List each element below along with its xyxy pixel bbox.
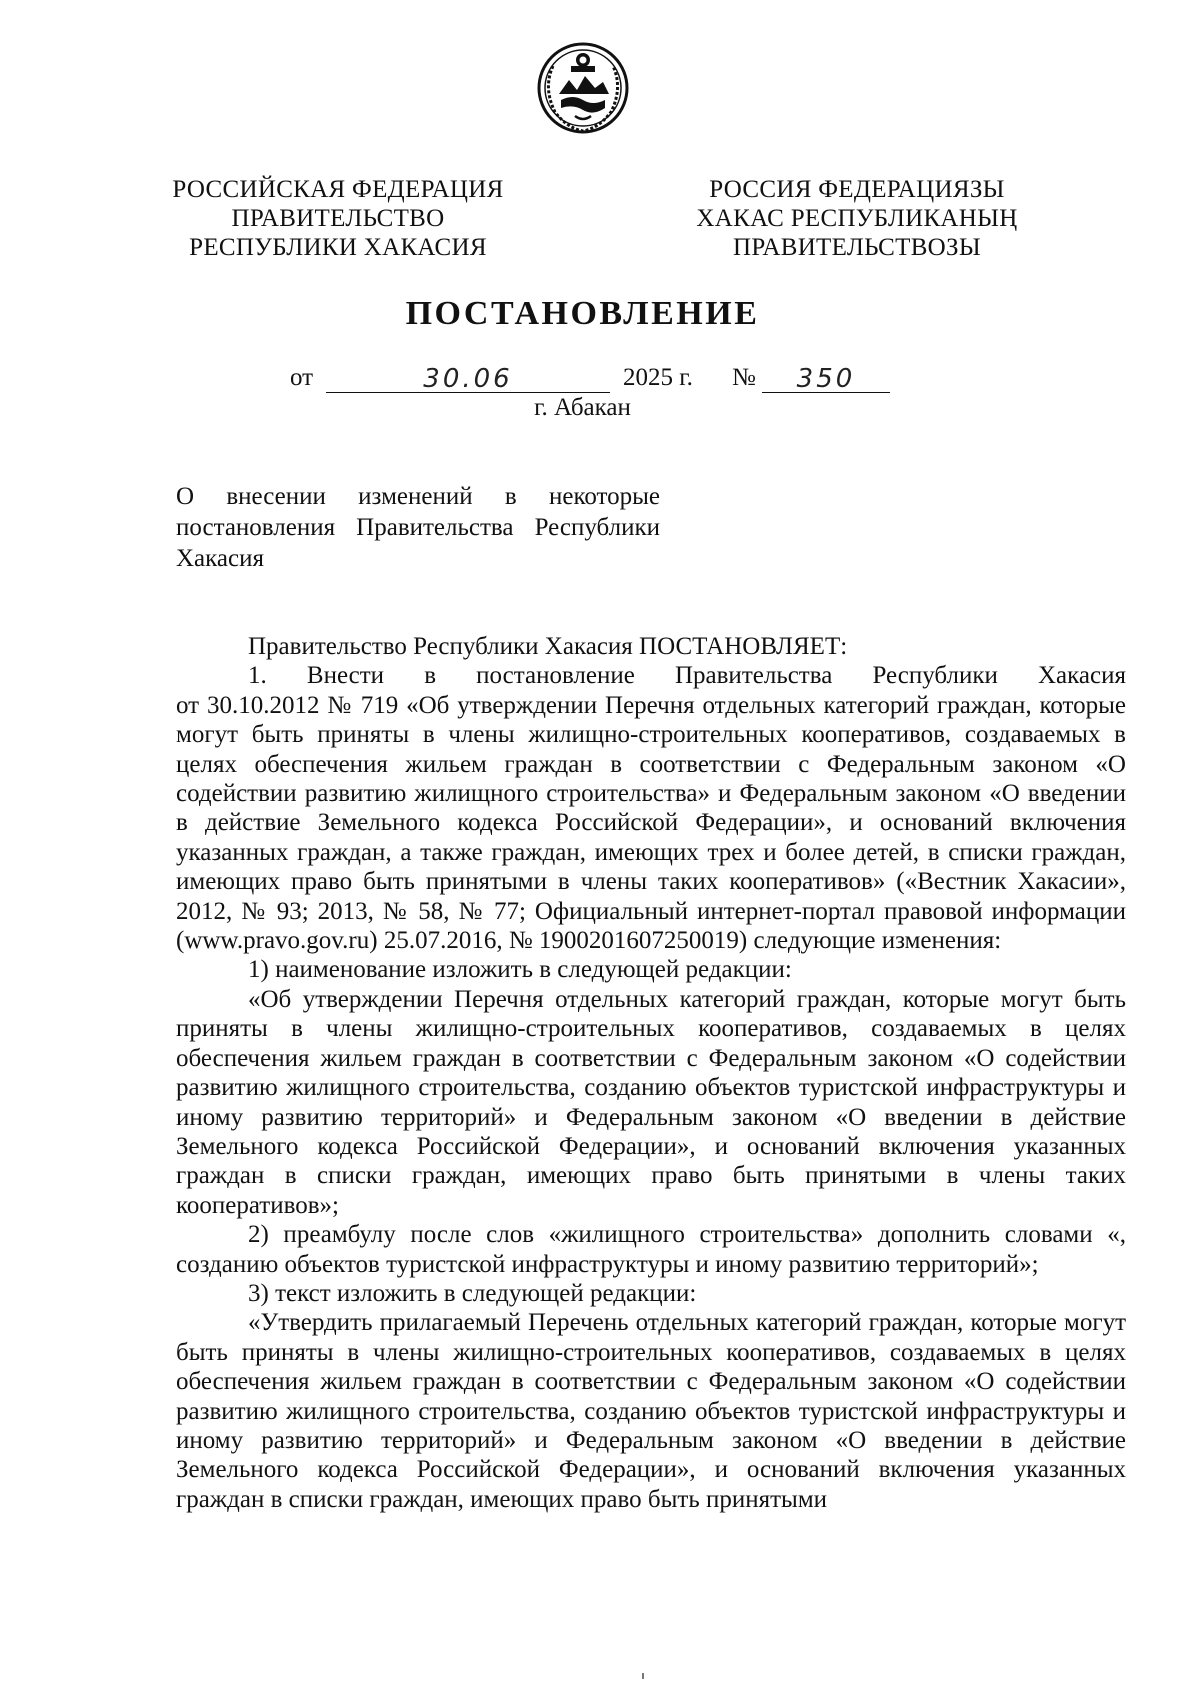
subitem-2: 2) преамбулу после слов «жилищного строительства» дополнить словами «, созданию объектов туристской инфраструктуры и иному развитию территорий»; xyxy=(176,1221,1126,1278)
subject-line-2: постановления Правительства Республики xyxy=(176,514,660,541)
header-right-line-3: ПРАВИТЕЛЬСТВОЗЫ xyxy=(733,234,981,261)
number-sign: № xyxy=(732,364,756,391)
subitem-1: 1) наименование изложить в следующей редакции: xyxy=(248,956,792,984)
document-type-title: ПОСТАНОВЛЕНИЕ xyxy=(405,295,760,332)
handwritten-date: 30.06 xyxy=(326,364,610,393)
header-right-line-1: РОССИЯ ФЕДЕРАЦИЯЗЫ xyxy=(709,176,1005,203)
date-number-row xyxy=(290,364,910,394)
subject-line-3: Хакасия xyxy=(176,545,264,572)
city-name: г. Абакан xyxy=(534,394,631,421)
subitem-1-text: «Об утверждении Перечня отдельных категорий граждан, которые могут быть приняты в члены жилищно-строительных кооперативов, создаваемых в целях обеспечения жильем граждан в соответствии с Федеральным законом «О содействии развитию жилищного строительства, созданию объектов туристской инфраструктуры и иному развитию территорий» и Федеральным законом «О введении в действие Земельного кодекса Российской Федерации», и оснований включения указанных граждан в списки граждан, имеющих право быть принятыми в члены таких кооперативов»; xyxy=(176,985,1126,1219)
item-1-text: от 30.10.2012 № 719 «Об утверждении Перечня отдельных категорий граждан, которые могут быть приняты в члены жилищно-строительных кооперативов, создаваемых в целях обеспечения жильем граждан в соответствии с Федеральным законом «О содействии развитию жилищного строительства» и Федеральным законом «О введении в действие Земельного кодекса Российской Федерации», и оснований включения указанных граждан, а также граждан, имеющих трех и более детей, в списки граждан, имеющих право быть принятыми в члены таких кооперативов» («Вестник Хакасии», 2012, № 93; 2013, № 58, № 77; Официальный интернет-портал правовой информации (www.pravo.gov.ru) 25.07.2016, № 1900201607250019) следующие изменения: xyxy=(176,691,1126,955)
subitem-3-text: «Утвердить прилагаемый Перечень отдельных категорий граждан, которые могут быть приняты в члены жилищно-строительных кооперативов, создаваемых в целях обеспечения жильем граждан в соответствии с Федеральным законом «О содействии развитию жилищного строительства, созданию объектов туристской инфраструктуры и иному развитию территорий» и Федеральным законом «О введении в действие Земельного кодекса Российской Федерации», и оснований включения указанных граждан в списки граждан, имеющих право быть принятыми xyxy=(176,1309,1126,1513)
handwritten-number: 350 xyxy=(762,364,890,393)
document-body xyxy=(176,632,1126,1514)
document-subject xyxy=(176,481,660,574)
header-left-line-1: РОССИЙСКАЯ ФЕДЕРАЦИЯ xyxy=(172,176,504,203)
coat-of-arms-emblem-icon xyxy=(533,36,633,136)
header-left-line-2: ПРАВИТЕЛЬСТВО xyxy=(231,205,445,232)
header-khakas xyxy=(667,175,1047,262)
resolution-intro: Правительство Республики Хакасия ПОСТАНОВЛЯЕТ: xyxy=(248,633,848,660)
header-right-line-2: ХАКАС РЕСПУБЛИКАНЫҢ xyxy=(696,205,1018,232)
header-russian xyxy=(148,175,528,262)
header-left-line-3: РЕСПУБЛИКИ ХАКАСИЯ xyxy=(189,234,487,261)
scan-mark xyxy=(642,1673,644,1679)
subitem-3: 3) текст изложить в следующей редакции: xyxy=(248,1279,697,1307)
item-1-lead: 1. Внести в постановление Правительства Республики Хакасия xyxy=(248,662,1126,690)
document-year: 2025 г. xyxy=(623,364,693,391)
date-prefix: от xyxy=(290,364,314,391)
subject-line-1: О внесении изменений в некоторые xyxy=(176,483,660,510)
